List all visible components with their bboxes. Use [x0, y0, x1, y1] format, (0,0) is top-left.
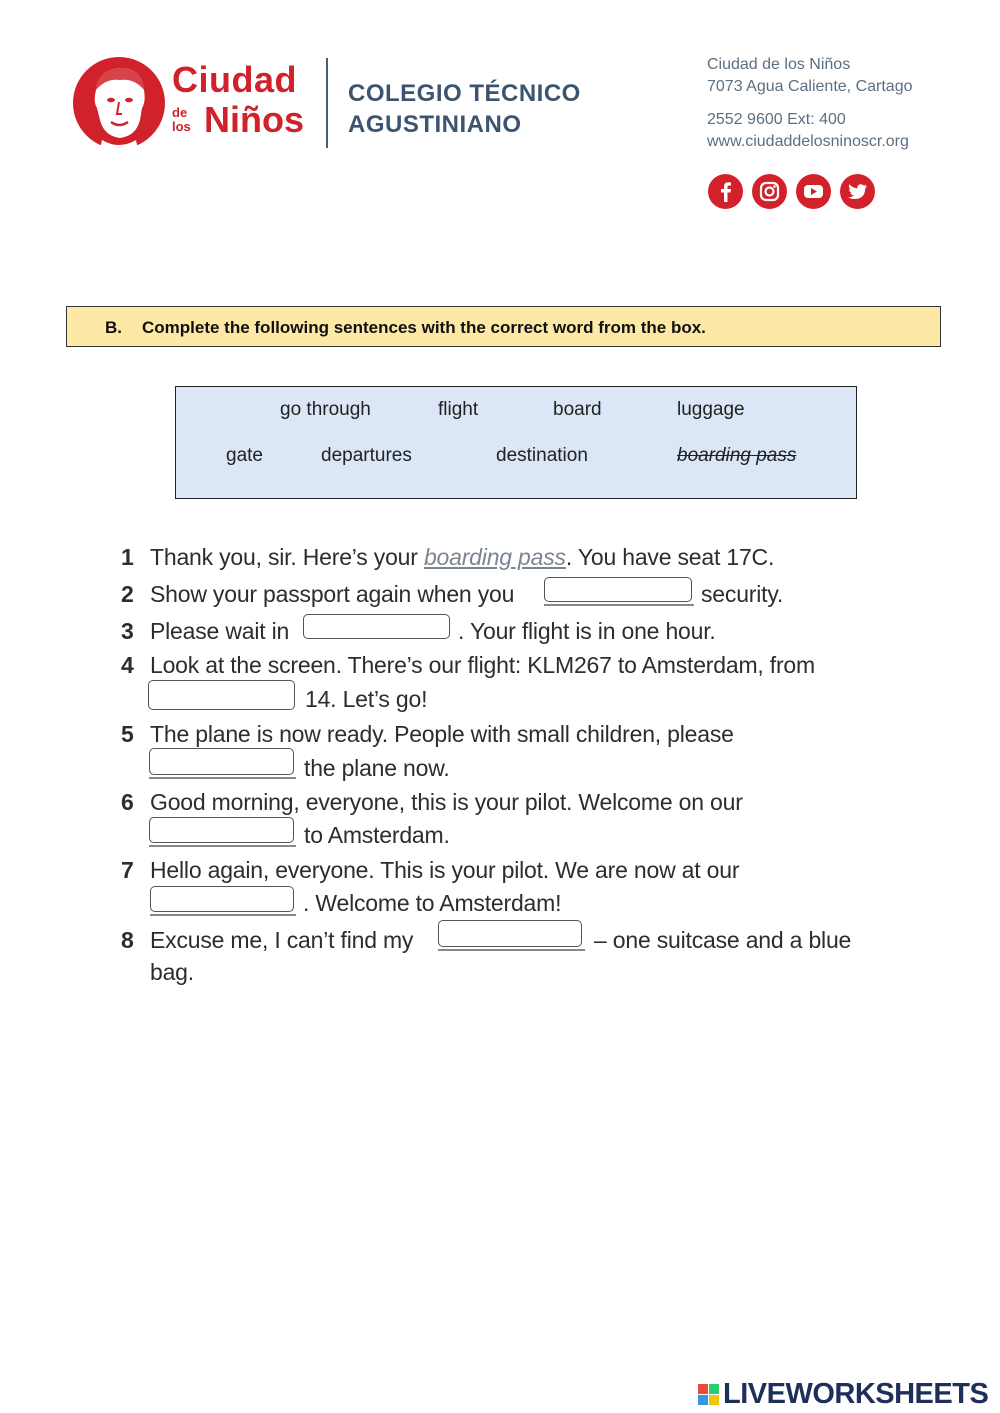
- youtube-icon[interactable]: [796, 174, 831, 209]
- answer-blank-5[interactable]: [149, 748, 294, 775]
- word-go-through: go through: [280, 399, 371, 420]
- contact-web[interactable]: www.ciudaddelosninoscr.org: [707, 133, 909, 150]
- answer-blank-6[interactable]: [149, 817, 294, 843]
- word-box: [175, 386, 857, 499]
- twitter-icon[interactable]: [840, 174, 875, 209]
- item-8-text-c: bag.: [150, 959, 194, 985]
- item-1-text: Thank you, sir. Here’s your boarding pass. You have seat 17C.: [150, 544, 775, 570]
- contact-phone: 2552 9600 Ext: 400: [707, 111, 846, 128]
- word-destination: destination: [496, 445, 588, 466]
- liveworksheets-brand: LIVEWORKSHEETS: [723, 1378, 989, 1410]
- word-flight: flight: [438, 399, 479, 420]
- instagram-icon[interactable]: [752, 174, 787, 209]
- instruction-bar: [66, 306, 941, 347]
- word-gate: gate: [226, 445, 263, 466]
- brand-name: [172, 59, 305, 140]
- item-8-text-b: – one suitcase and a blue: [594, 927, 852, 953]
- brand-small: de los: [172, 105, 191, 134]
- item-number: 8: [121, 927, 134, 953]
- answer-blank-3[interactable]: [303, 614, 450, 639]
- answer-blank-7[interactable]: [150, 886, 294, 912]
- item-7-text-b: . Welcome to Amsterdam!: [303, 890, 562, 916]
- item-number: 2: [121, 581, 134, 607]
- item-2-text-a: Show your passport again when you: [150, 581, 515, 607]
- brand-top: Ciudad: [172, 59, 297, 100]
- brand-bottom: Niños: [204, 99, 305, 140]
- liveworksheets-icon: [698, 1384, 719, 1405]
- word-board: board: [553, 399, 602, 420]
- item-6-text-a: Good morning, everyone, this is your pilot. Welcome on our: [150, 789, 743, 815]
- item-number: 1: [121, 544, 134, 570]
- blank-underline: [149, 845, 296, 847]
- item-8-text-a: Excuse me, I can’t find my: [150, 927, 414, 953]
- item-7-text-a: Hello again, everyone. This is your pilot. We are now at our: [150, 857, 740, 883]
- answer-blank-4[interactable]: [148, 680, 295, 710]
- blank-underline: [149, 777, 296, 779]
- facebook-icon[interactable]: [708, 174, 743, 209]
- college-line2: AGUSTINIANO: [348, 111, 522, 138]
- answer-blank-8[interactable]: [438, 920, 582, 947]
- blank-underline: [150, 914, 296, 916]
- word-departures: departures: [321, 445, 412, 466]
- item-number: 4: [121, 652, 134, 678]
- contact-name: Ciudad de los Niños: [707, 56, 851, 73]
- item-3-text-b: . Your flight is in one hour.: [458, 618, 716, 644]
- blank-underline: [438, 949, 585, 951]
- item-6-text-b: to Amsterdam.: [304, 822, 450, 848]
- college-name: [348, 78, 581, 140]
- item-2-text-b: security.: [701, 581, 784, 607]
- social-links: [708, 174, 875, 209]
- item-number: 5: [121, 721, 134, 747]
- item-4-text-a: Look at the screen. There’s our flight: KLM267 to Amsterdam, from: [150, 652, 815, 678]
- item-number: 6: [121, 789, 134, 815]
- liveworksheets-logo: [698, 1378, 988, 1411]
- blank-underline: [544, 604, 694, 606]
- college-line1: COLEGIO TÉCNICO: [348, 80, 581, 107]
- item-4-text-b: 14. Let’s go!: [305, 686, 428, 712]
- item-number: 7: [121, 857, 134, 883]
- contact-info: [707, 54, 912, 153]
- section-letter: B.: [105, 318, 122, 337]
- answer-blank-2[interactable]: [544, 577, 692, 602]
- word-boarding-pass-used: boarding pass: [677, 445, 797, 466]
- header-divider: [326, 58, 328, 148]
- item-5-text-b: the plane now.: [304, 755, 450, 781]
- instruction-text: Complete the following sentences with the correct word from the box.: [142, 318, 706, 337]
- contact-address: 7073 Agua Caliente, Cartago: [707, 78, 913, 95]
- example-answer: boarding pass: [423, 544, 566, 570]
- word-luggage: luggage: [677, 399, 745, 420]
- item-number: 3: [121, 618, 134, 644]
- logo-face-icon: [72, 56, 166, 150]
- item-5-text-a: The plane is now ready. People with small children, please: [150, 721, 734, 747]
- item-3-text-a: Please wait in: [150, 618, 290, 644]
